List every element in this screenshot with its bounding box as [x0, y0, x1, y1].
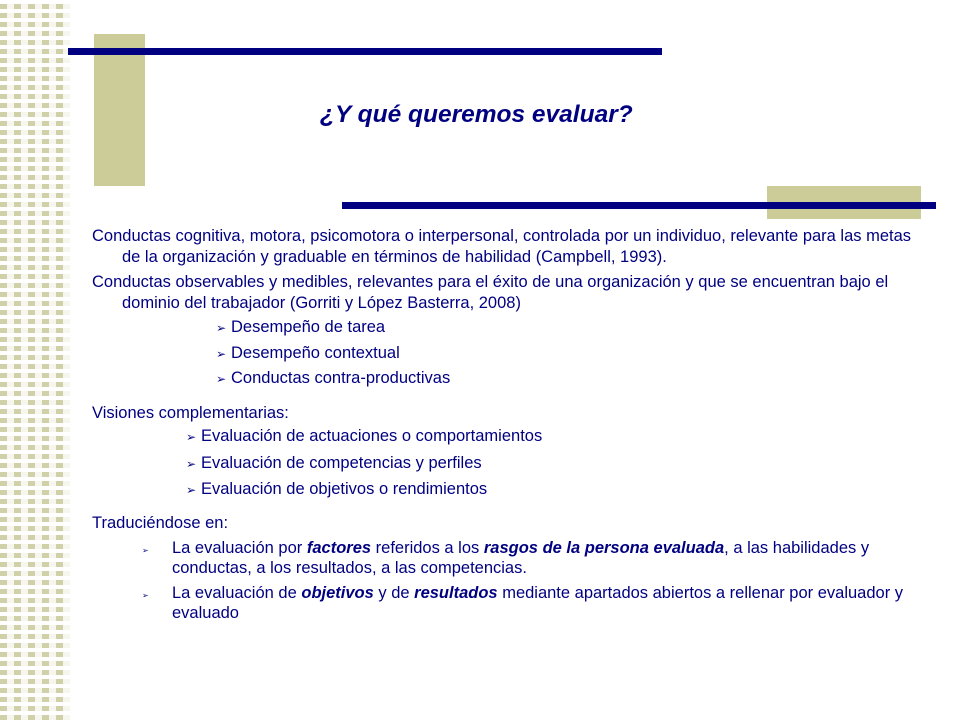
- decorative-border-strip: [0, 0, 70, 720]
- list-item-text: La evaluación por factores referidos a los rasgos de la persona evaluada, a las habilidades y conductas, a los resultados, a las competencias.: [172, 539, 870, 577]
- translation-heading: Traduciéndose en:: [92, 513, 229, 532]
- arrowhead-bullet-icon: ➢: [216, 321, 227, 335]
- definition-paragraph: Conductas cognitiva, motora, psicomotora o interpersonal, controlada por un individuo, relevante para las metas de la organización y graduable en términos de habilidad (Campbell, 1993).: [92, 227, 912, 266]
- arrowhead-bullet-icon: ➢: [186, 430, 197, 444]
- list-item-text: Desempeño de tarea: [231, 318, 386, 336]
- navy-rule-top: [68, 48, 662, 55]
- list-item-text: La evaluación de objetivos y de resultados mediante apartados abiertos a rellenar por evaluador y evaluado: [172, 584, 904, 622]
- list-item: [216, 343, 924, 365]
- arrowhead-bullet-icon: ➢: [216, 346, 227, 361]
- list-item-text: Conductas contra-productivas: [231, 369, 451, 387]
- list-item: [186, 453, 924, 475]
- list-item: [186, 479, 924, 501]
- visions-heading: Visiones complementarias:: [92, 403, 289, 422]
- emphasis-text: resultados: [414, 584, 498, 602]
- list-item: [216, 368, 924, 390]
- list-item-text: Desempeño contextual: [231, 343, 400, 362]
- arrowhead-bullet-icon: ➢: [142, 546, 149, 555]
- list-item: [142, 583, 924, 623]
- navy-rule-bottom: [342, 202, 936, 209]
- definition-paragraph: Conductas observables y medibles, relevantes para el éxito de una organización y que se encuentran bajo el dominio del trabajador (Gorriti y López Basterra, 2008): [92, 273, 889, 312]
- list-item: [142, 538, 924, 578]
- arrowhead-bullet-icon: ➢: [216, 372, 227, 386]
- list-item-text: Evaluación de actuaciones o comportamientos: [201, 427, 543, 445]
- arrowhead-bullet-icon: ➢: [142, 591, 149, 600]
- slide-body: [92, 226, 924, 628]
- list-item-text: Evaluación de objetivos o rendimientos: [201, 480, 488, 498]
- list-item: [216, 317, 924, 339]
- emphasis-text: rasgos de la persona evaluada: [483, 539, 725, 557]
- performance-types-list: [216, 317, 924, 390]
- arrowhead-bullet-icon: ➢: [186, 483, 197, 497]
- translation-list: [142, 538, 924, 623]
- slide-title: ¿Y qué queremos evaluar?: [320, 101, 633, 128]
- emphasis-text: factores: [306, 539, 372, 557]
- olive-accent-block-left: [94, 34, 145, 186]
- arrowhead-bullet-icon: ➢: [186, 456, 197, 471]
- visions-list: [186, 426, 924, 501]
- list-item: [186, 426, 924, 448]
- emphasis-text: objetivos: [301, 584, 374, 602]
- list-item-text: Evaluación de competencias y perfiles: [201, 453, 482, 472]
